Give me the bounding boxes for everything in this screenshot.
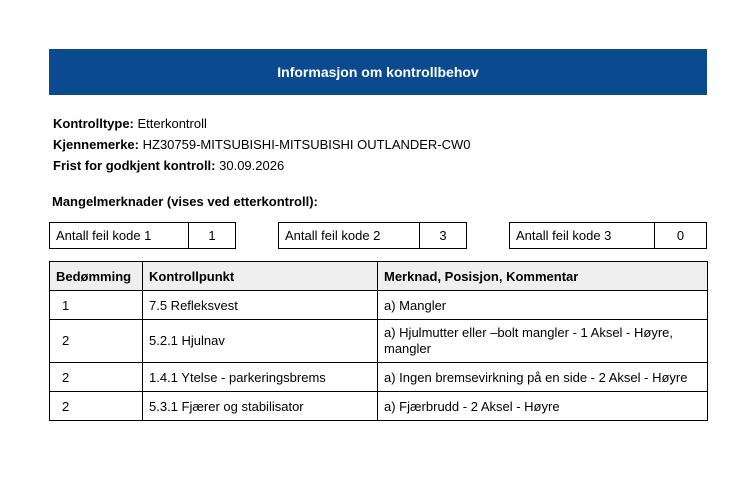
frist-row	[53, 158, 284, 173]
count-value: 3	[439, 228, 447, 243]
frist-label: Frist for godkjent kontroll:	[53, 158, 216, 173]
frist-value: 30.09.2026	[219, 158, 285, 173]
cell-kontrollpunkt: 7.5 Refleksvest	[143, 291, 378, 320]
cell-kontrollpunkt: 5.3.1 Fjærer og stabilisator	[143, 392, 378, 421]
count-box-kode-2	[278, 222, 467, 249]
kjennemerke-row	[53, 137, 471, 152]
table-row	[50, 363, 708, 392]
kontrolltype-label: Kontrolltype:	[53, 116, 134, 131]
cell-bedomming: 2	[50, 363, 143, 392]
count-label: Antall feil kode 1	[50, 223, 189, 248]
section-title: Mangelmerknader (vises ved etterkontroll):	[52, 194, 318, 209]
cell-bedomming: 2	[50, 392, 143, 421]
kontrolltype-row	[53, 116, 207, 131]
cell-merknad: a) Hjulmutter eller –bolt mangler - 1 Aksel - Høyre, mangler	[378, 320, 708, 363]
count-label: Antall feil kode 2	[279, 223, 420, 248]
defects-table	[49, 261, 708, 421]
table-row	[50, 320, 708, 363]
cell-bedomming: 2	[50, 320, 143, 363]
kjennemerke-label: Kjennemerke:	[53, 137, 139, 152]
table-row	[50, 291, 708, 320]
column-header-bedomming: Bedømming	[50, 262, 143, 291]
count-box-kode-3	[509, 222, 707, 249]
cell-merknad: a) Ingen bremsevirkning på en side - 2 Aksel - Høyre	[378, 363, 708, 392]
count-value: 1	[208, 228, 216, 243]
cell-merknad: a) Mangler	[378, 291, 708, 320]
cell-bedomming: 1	[50, 291, 143, 320]
cell-kontrollpunkt: 5.2.1 Hjulnav	[143, 320, 378, 363]
count-value: 0	[676, 228, 685, 243]
column-header-merknad: Merknad, Posisjon, Kommentar	[378, 262, 708, 291]
kjennemerke-value: HZ30759-MITSUBISHI-MITSUBISHI OUTLANDER-CW0	[142, 137, 471, 152]
table-header-row	[50, 262, 708, 291]
kontrolltype-value: Etterkontroll	[137, 116, 207, 131]
count-label: Antall feil kode 3	[510, 223, 655, 248]
cell-kontrollpunkt: 1.4.1 Ytelse - parkeringsbrems	[143, 363, 378, 392]
page-title-banner	[49, 49, 707, 95]
page-title: Informasjon om kontrollbehov	[277, 64, 479, 80]
cell-merknad: a) Fjærbrudd - 2 Aksel - Høyre	[378, 392, 708, 421]
table-row	[50, 392, 708, 421]
count-box-kode-1	[49, 222, 236, 249]
column-header-kontrollpunkt: Kontrollpunkt	[143, 262, 378, 291]
